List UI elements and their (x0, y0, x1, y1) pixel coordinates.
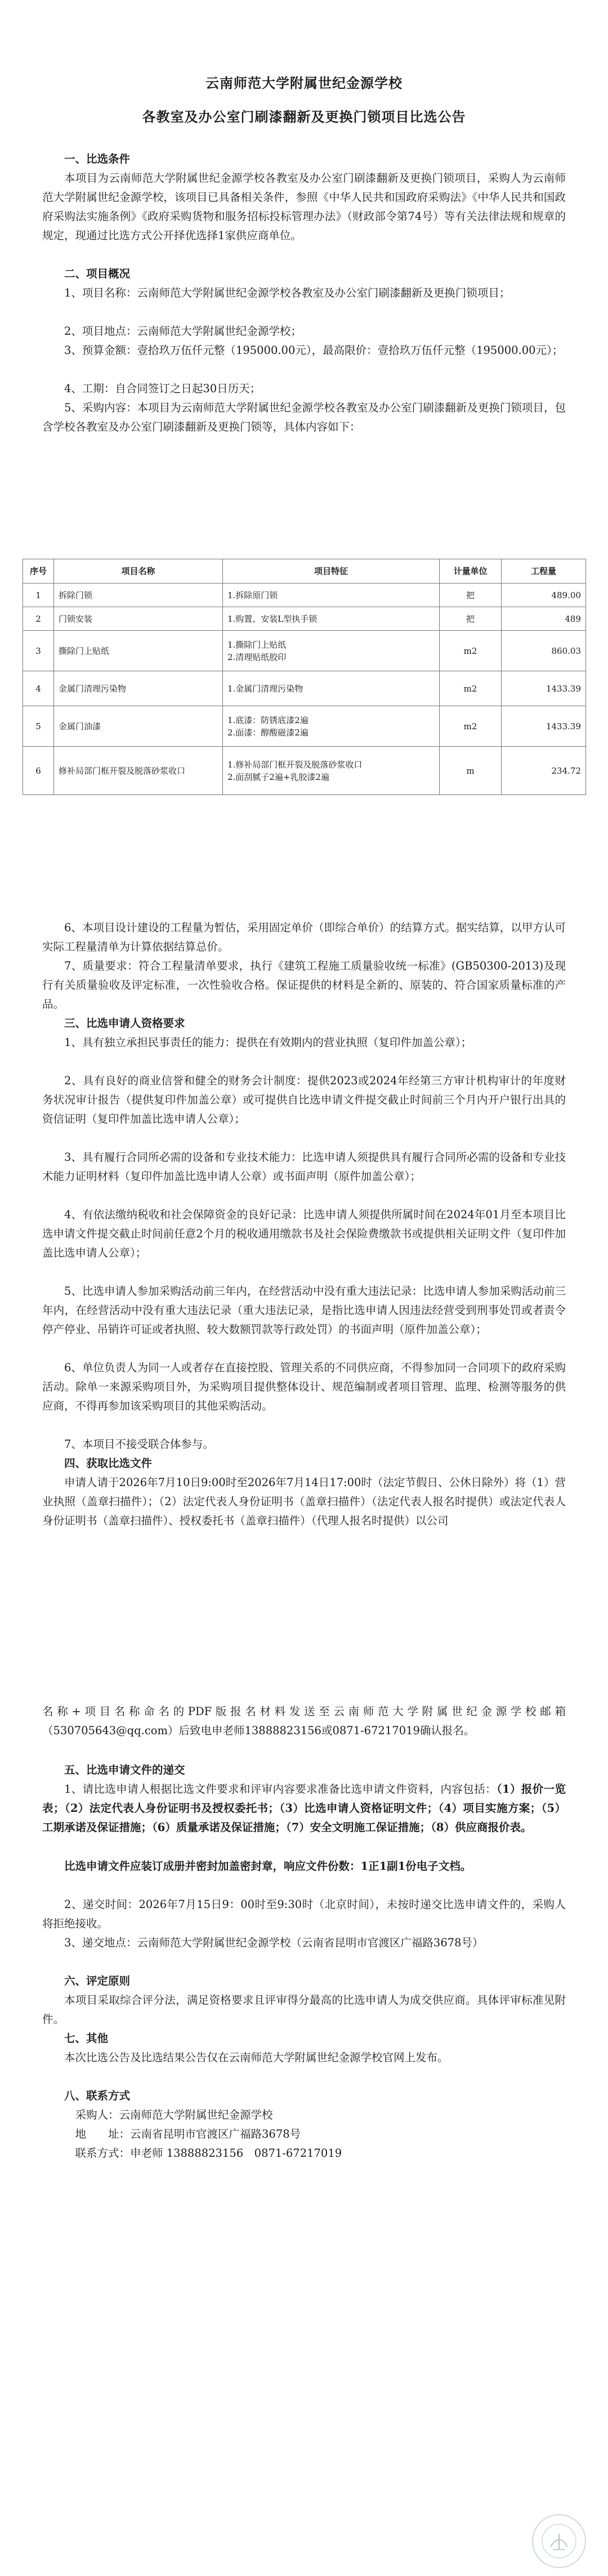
row-no: 5 (23, 706, 54, 747)
section5-item1-text: 1、请比选申请人根据比选文件要求和评审内容要求准备比选申请文件资料，内容包括： (64, 1783, 497, 1796)
row-name: 撕除门上贴纸 (54, 631, 223, 671)
header-qty: 工程量 (502, 559, 586, 584)
table-row (23, 747, 586, 795)
section5-item1-list: （1）报价一览表；（2）法定代表人身份证明书及授权委托书；（3）比选申请人资格证明文件；（4）项目实施方案；（5）工期承诺及保证措施；（6）质量承诺及保证措施；（7）安全文明施工保证措施；（8）供应商报价表。 (42, 1783, 566, 1834)
section3-heading: 三、比选申请人资格要求 (64, 1017, 185, 1030)
header-name: 项目名称 (54, 559, 223, 584)
section2-item6: 6、本项目设计建设的工程量为暂估，采用固定单价（即综合单价）的结算方式。据实结算，以甲方认可实际工程量清单为计算依据结算总价。 (42, 921, 566, 953)
row-no: 4 (23, 671, 54, 706)
contact-buyer: 采购人：云南师范大学附属世纪金源学校 (75, 2108, 273, 2121)
table-row (23, 671, 586, 706)
row-feature: 1.撕除门上贴纸 2.清理贴纸胶印 (223, 631, 440, 671)
header-unit: 计量单位 (440, 559, 502, 584)
section5-item3: 3、递交地点：云南师范大学附属世纪金源学校（云南省昆明市官渡区广福路3678号） (64, 1936, 484, 1949)
table-row (23, 631, 586, 671)
contact-address: 地 址：云南省昆明市官渡区广福路3678号 (75, 2128, 301, 2140)
header-feature: 项目特征 (223, 559, 440, 584)
row-qty: 1433.39 (502, 671, 586, 706)
contact-phone: 联系方式：申老师 13888823156 0871-67217019 (75, 2147, 342, 2160)
section5-heading: 五、比选申请文件的递交 (64, 1763, 185, 1776)
section6-heading: 六、评定原则 (64, 1974, 131, 1987)
header-no: 序号 (23, 559, 54, 584)
section7-body: 本次比选公告及比选结果公告仅在云南师范大学附属世纪金源学校官网上发布。 (64, 2051, 449, 2064)
section5-item1 (42, 1780, 566, 1837)
row-unit: m2 (440, 671, 502, 706)
row-feature: 1.底漆：防锈底漆2遍 2.面漆：醇酸磁漆2遍 (223, 706, 440, 747)
section2-item5: 5、采购内容：本项目为云南师范大学附属世纪金源学校各教室及办公室门刷漆翻新及更换门锁项目，包含学校各教室及办公室门刷漆翻新及更换门锁等，具体内容如下： (42, 401, 566, 433)
qualification-4: 4、有依法缴纳税收和社会保障资金的良好记录：比选申请人须提供所属时间在2024年01月至本项目比选申请文件提交截止时间前任意2个月的税收通用缴款书及社会保险费缴款书或提供相关证明文件（复印件加盖比选申请人公章）； (42, 1208, 566, 1259)
section4-body-b: 名称+项目名称命名的PDF版报名材料发送至云南师范大学附属世纪金源学校邮箱（530705643@qq.com）后致电申老师13888823156或0871-67217019确认报名。 (42, 1705, 566, 1737)
section4-heading: 四、获取比选文件 (64, 1457, 153, 1470)
section6-body: 本项目采取综合评分法，满足资格要求且评审得分最高的比选申请人为成交供应商。具体评审标准见附件。 (42, 1994, 566, 2026)
row-unit: m (440, 747, 502, 795)
row-name: 金属门油漆 (54, 706, 223, 747)
row-qty: 234.72 (502, 747, 586, 795)
table-row (23, 706, 586, 747)
row-feature: 1.修补局部门框开裂及脱落砂浆收口 2.面刮腻子2遍+乳胶漆2遍 (223, 747, 440, 795)
table-row (23, 607, 586, 631)
row-name: 金属门清理污染物 (54, 671, 223, 706)
section2-item1: 1、项目名称：云南师范大学附属世纪金源学校各教室及办公室门刷漆翻新及更换门锁项目； (64, 286, 511, 299)
qualification-7: 7、本项目不接受联合体参与。 (64, 1438, 214, 1451)
quantity-table (23, 559, 586, 795)
row-qty: 489.00 (502, 584, 586, 607)
section4-body-a: 申请人请于2026年7月10日9:00时至2026年7月14日17:00时（法定节假日、公休日除外）将（1）营业执照（盖章扫描件）；（2）法定代表人身份证明书（盖章扫描件）（法定代表人报名时提供）或法定代表人身份证明书（盖章扫描件）、授权委托书（盖章扫描件）（代理人报名时提供）以公司 (42, 1476, 566, 1527)
section7-heading: 七、其他 (64, 2032, 109, 2045)
watermark-seal-icon (532, 2514, 586, 2568)
row-no: 1 (23, 584, 54, 607)
doc-title-line2: 各教室及办公室门刷漆翻新及更换门锁项目比选公告 (142, 109, 466, 125)
row-name: 修补局部门框开裂及脱落砂浆收口 (54, 747, 223, 795)
row-unit: m2 (440, 706, 502, 747)
row-unit: m2 (440, 631, 502, 671)
section2-item4: 4、工期：自合同签订之日起30日历天； (64, 382, 261, 395)
table-header-row (23, 559, 586, 584)
section2-item2: 2、项目地点：云南师范大学附属世纪金源学校； (64, 325, 302, 338)
qualification-5: 5、比选申请人参加采购活动前三年内，在经营活动中没有重大违法记录：比选申请人参加采购活动前三年内，在经营活动中没有重大违法记录（重大违法记录，是指比选申请人因违法经营受到刑事处罚或者责令停产停业、吊销许可证或者执照、较大数额罚款等行政处罚）的书面声明（原件加盖公章）； (42, 1285, 566, 1336)
row-name: 门锁安装 (54, 607, 223, 631)
row-unit: 把 (440, 607, 502, 631)
qualification-3: 3、具有履行合同所必需的设备和专业技术能力：比选申请人须提供具有履行合同所必需的设备和专业技术能力证明材料（复印件加盖比选申请人公章）或书面声明（原件加盖公章）； (42, 1151, 566, 1183)
section2-item7: 7、质量要求：符合工程量清单要求，执行《建筑工程施工质量验收统一标准》(GB50300-2013)及现行有关质量验收及评定标准，一次性验收合格。保证提供的材料是全新的、原装的、符合国家质量标准的产品。 (42, 959, 566, 1011)
row-feature: 1.拆除原门锁 (223, 584, 440, 607)
section2-item3: 3、预算金额：壹拾玖万伍仟元整（195000.00元），最高限价：壹拾玖万伍仟元整（195000.00元）； (64, 344, 564, 357)
row-name: 拆除门锁 (54, 584, 223, 607)
section5-copies: 比选申请文件应装订成册并密封加盖密封章，响应文件份数：1正1副1份电子文档。 (64, 1860, 472, 1873)
section1-body: 本项目为云南师范大学附属世纪金源学校各教室及办公室门刷漆翻新及更换门锁项目，采购人为云南师范大学附属世纪金源学校，该项目已具备相关条件，参照《中华人民共和国政府采购法》《中华人民共和国政府采购法实施条例》《政府采购货物和服务招标投标管理办法》（财政部令第74号）等有关法律法规和规章的规定，现通过比选方式公开择优选择1家供应商单位。 (42, 172, 566, 242)
row-no: 2 (23, 607, 54, 631)
doc-title-line1: 云南师范大学附属世纪金源学校 (205, 75, 403, 91)
row-qty: 489 (502, 607, 586, 631)
row-unit: 把 (440, 584, 502, 607)
qualification-1: 1、具有独立承担民事责任的能力：提供在有效期内的营业执照（复印件加盖公章）； (64, 1036, 472, 1049)
row-feature: 1.金属门清理污染物 (223, 671, 440, 706)
row-feature: 1.购置、安装L型执手锁 (223, 607, 440, 631)
table-row (23, 584, 586, 607)
qualification-2: 2、具有良好的商业信誉和健全的财务会计制度：提供2023或2024年经第三方审计机构审计的年度财务状况审计报告（提供复印件加盖公章）或可提供自比选申请文件提交截止时间前三个月内开户银行出具的资信证明（复印件加盖比选申请人公章）； (42, 1074, 566, 1125)
row-no: 3 (23, 631, 54, 671)
qualification-6: 6、单位负责人为同一人或者存在直接控股、管理关系的不同供应商，不得参加同一合同项下的政府采购活动。除单一来源采购项目外，为采购项目提供整体设计、规范编制或者项目管理、监理、检测等服务的供应商，不得再参加该采购项目的其他采购活动。 (42, 1361, 566, 1412)
section2-heading: 二、项目概况 (64, 267, 131, 280)
row-qty: 860.03 (502, 631, 586, 671)
row-no: 6 (23, 747, 54, 795)
section5-item2: 2、递交时间：2026年7月15日9：00时至9:30时（北京时间），未按时递交比选申请文件的，采购人将拒绝接收。 (42, 1898, 566, 1930)
section8-heading: 八、联系方式 (64, 2089, 131, 2102)
row-qty: 1433.39 (502, 706, 586, 747)
section1-heading: 一、比选条件 (64, 152, 131, 165)
